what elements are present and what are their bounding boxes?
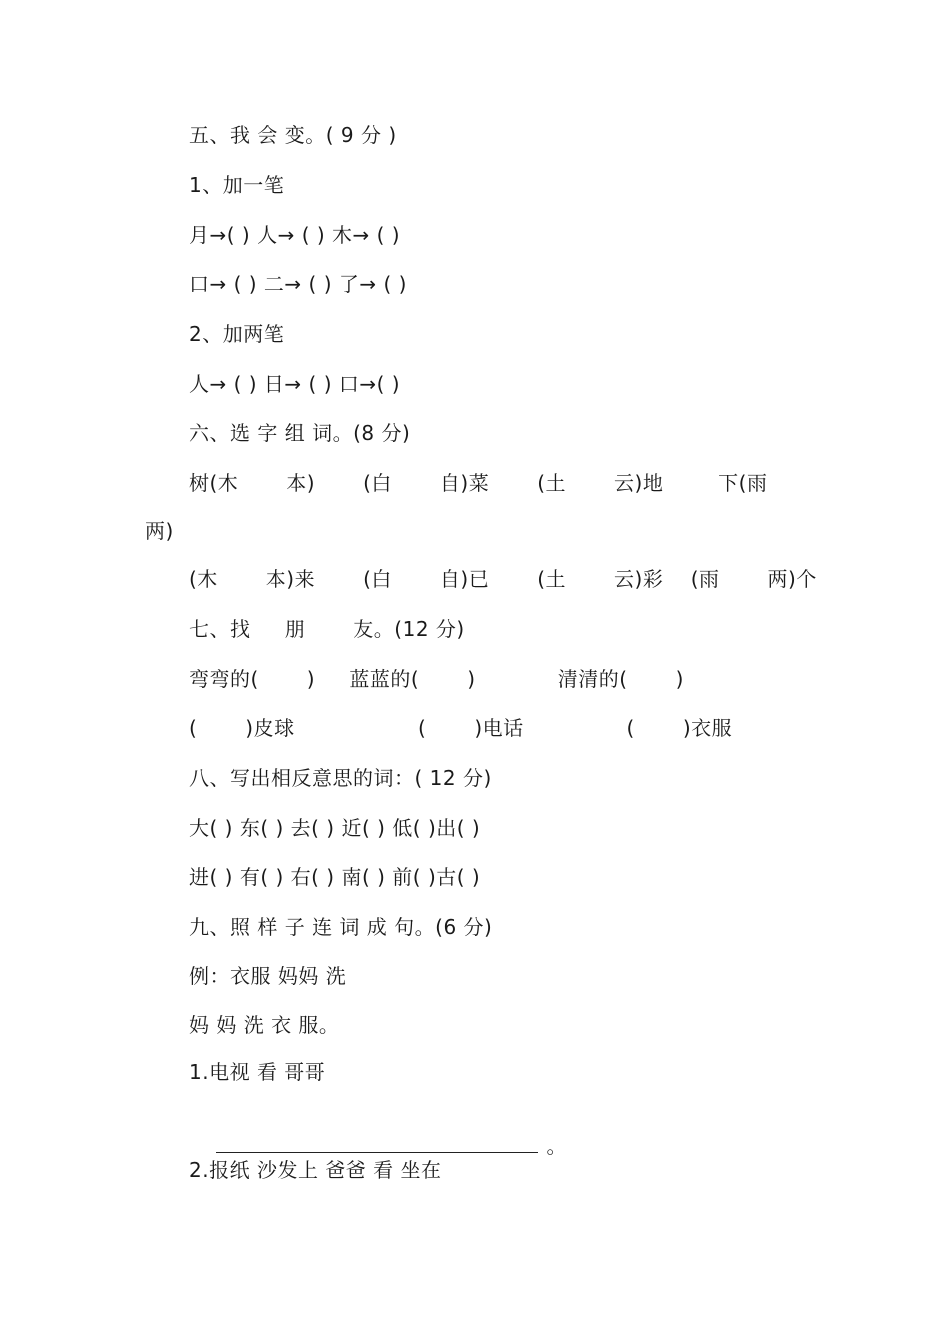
exercise-line: 弯弯的( ) 蓝蓝的( ) 清清的( ) — [189, 667, 684, 691]
answer-blank[interactable] — [216, 1134, 538, 1153]
question-1-words: 1.电视 看 哥哥 — [189, 1060, 326, 1084]
subsection-add-one-stroke: 1、加一笔 — [189, 173, 285, 197]
sentence-end-mark: 。 — [546, 1134, 567, 1158]
example-words: 例：衣服 妈妈 洗 — [189, 964, 347, 988]
question-2-words: 2.报纸 沙发上 爸爸 看 坐在 — [189, 1158, 442, 1182]
section-7-heading: 七、找 朋 友。(12 分) — [189, 617, 465, 641]
exercise-line: 树(木 本) (白 自)菜 (土 云)地 下(雨 — [189, 471, 768, 495]
exercise-line: 进( ) 有( ) 右( ) 南( ) 前( )古( ) — [189, 865, 481, 889]
section-6-heading: 六、选 字 组 词。(8 分) — [189, 421, 411, 445]
exercise-line: ( )皮球 ( )电话 ( )衣服 — [189, 716, 733, 740]
exercise-line: 月→( ) 人→ ( ) 木→ ( ) — [189, 223, 401, 247]
section-8-heading: 八、写出相反意思的词：( 12 分) — [189, 766, 492, 790]
exercise-line: 口→ ( ) 二→ ( ) 了→ ( ) — [189, 272, 407, 296]
exercise-line: 人→ ( ) 日→ ( ) 口→( ) — [189, 372, 401, 396]
section-5-heading: 五、我 会 变。( 9 分 ) — [189, 123, 397, 147]
section-9-heading: 九、照 样 子 连 词 成 句。(6 分) — [189, 915, 493, 939]
exercise-line: 大( ) 东( ) 去( ) 近( ) 低( )出( ) — [189, 816, 481, 840]
subsection-add-two-strokes: 2、加两笔 — [189, 322, 285, 346]
example-sentence: 妈 妈 洗 衣 服。 — [189, 1013, 340, 1037]
exercise-line-continuation: 两) — [145, 519, 174, 543]
exercise-line: (木 本)来 (白 自)已 (土 云)彩 (雨 两)个 — [189, 567, 817, 591]
